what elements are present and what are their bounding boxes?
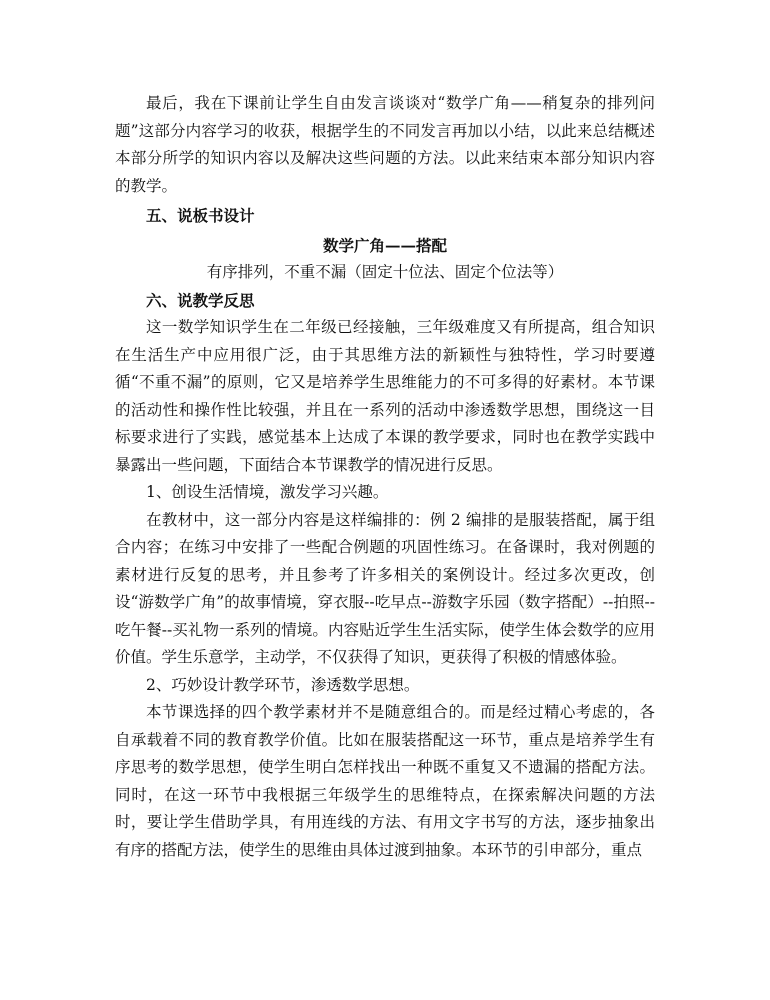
section-heading-board-design: 五、说板书设计 xyxy=(146,206,255,225)
subheading-life-context: 1、创设生活情境，激发学习兴趣。 xyxy=(146,483,389,501)
reflection-paragraph: 这一数学知识学生在二年级已经接触，三年级难度又有所提高，组合知识在生活生产中应用很广泛，由于其思维方法的新颖性与独特性，学习时要遵循“不重不漏”的原则，它又是培养学生思维能力的不可多得的好素材。本节课的活动性和操作性比较强，并且在一系列的活动中渗透数学思想，围绕这一目标要求进行了实践，感觉基本上达成了本课的教学要求，同时也在教学实践中暴露出一些问题，下面结合本节课教学的情况进行反思。 xyxy=(115,318,655,474)
subheading-teaching-design: 2、巧妙设计教学环节，渗透数学思想。 xyxy=(146,675,420,694)
document-page xyxy=(115,90,655,864)
closing-paragraph: 最后，我在下课前让学生自由发言谈谈对“数学广角——稍复杂的排列问题”这部分内容学习的收获，根据学生的不同发言再加以小结，以此来总结概述本部分所学的知识内容以及解决这些问题的方法。以此来结束本部分知识内容的教学。 xyxy=(115,94,655,195)
board-content: 有序排列，不重不漏（固定十位法、固定个位法等） xyxy=(206,263,564,281)
teaching-design-paragraph: 本节课选择的四个教学素材并不是随意组合的。而是经过精心考虑的，各自承载着不同的教育教学价值。比如在服装搭配这一环节，重点是培养学生有序思考的数学思想，使学生明白怎样找出一种既不重复又不遗漏的搭配方法。同时，在这一环节中我根据三年级学生的思维特点，在探索解决问题的方法时，要让学生借助学具，有用连线的方法、有用文字书写的方法，逐步抽象出有序的搭配方法，使学生的思维由具体过渡到抽象。本环节的引申部分，重点 xyxy=(115,703,655,859)
section-heading-reflection: 六、说教学反思 xyxy=(146,290,255,310)
materials-paragraph: 在教材中，这一部分内容是这样编排的：例 2 编排的是服装搭配，属于组合内容；在练习中安排了一些配合例题的巩固性练习。在备课时，我对例题的素材进行反复的思考，并且参考了许多相关的案例设计。经过多次更改，创设“游数学广角”的故事情境，穿衣服--吃早点--游数字乐园（数字搭配）--拍照--吃午餐--买礼物一系列的情境。内容贴近学生生活实际，使学生体会数学的应用价值。学生乐意学，主动学，不仅获得了知识，更获得了积极的情感体验。 xyxy=(115,510,655,666)
board-title: 数学广角——搭配 xyxy=(322,235,447,255)
